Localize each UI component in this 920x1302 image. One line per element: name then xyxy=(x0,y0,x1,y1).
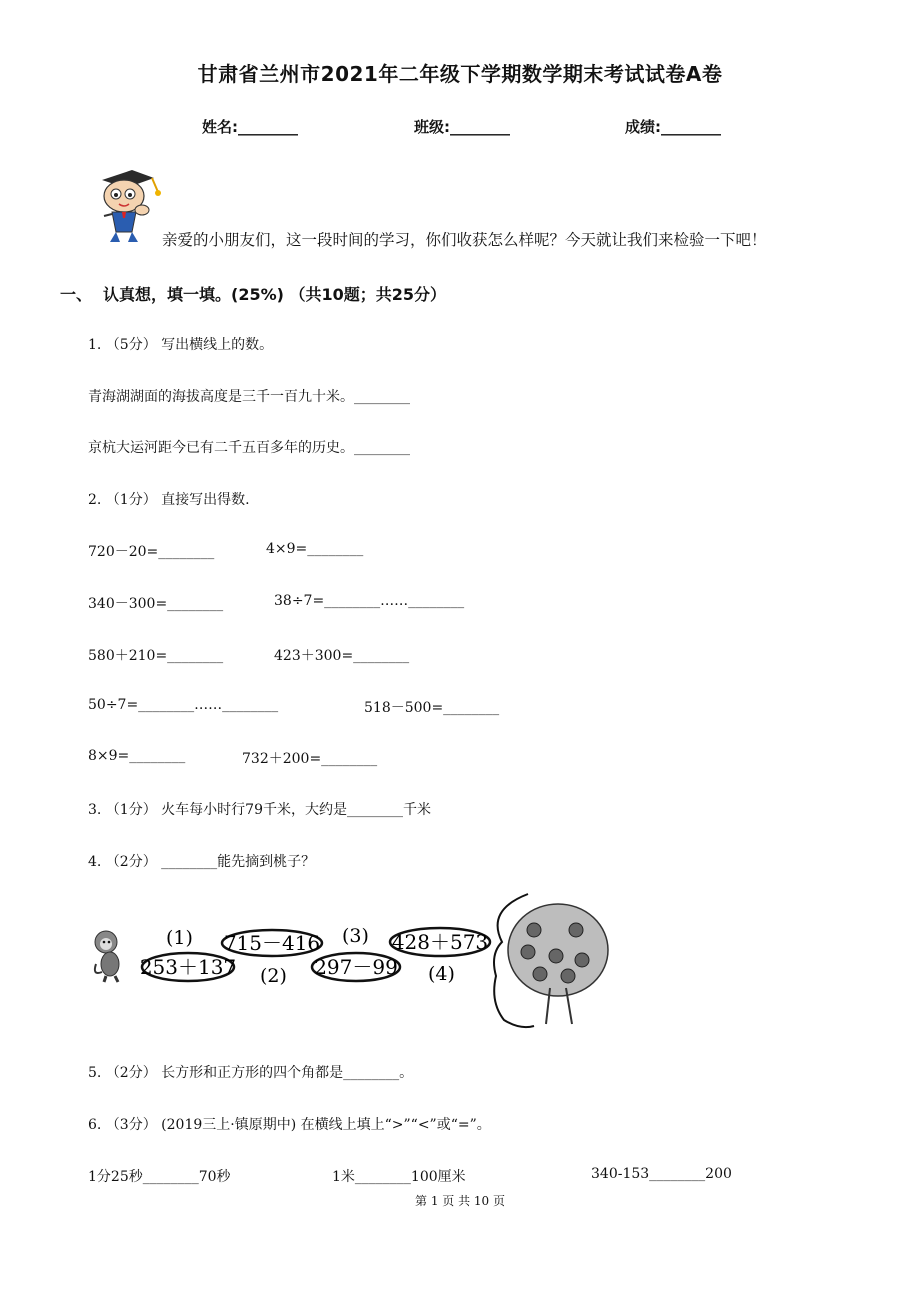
monkey-icon xyxy=(95,931,119,982)
mascot-image xyxy=(92,166,164,246)
greeting-text: 亲爱的小朋友们，这一段时间的学习，你们收获怎么样呢？今天就让我们来检验一下吧！ xyxy=(162,231,767,249)
q1-line-2: 京杭大运河距今已有二千五百多年的历史。________ xyxy=(88,440,410,456)
q2-item: 518－500=________ xyxy=(364,700,500,716)
q4-text: 4. （2分） ________能先摘到桃子？ xyxy=(88,854,316,870)
q3-text: 3. （1分） 火车每小时行79千米，大约是________千米 xyxy=(88,802,431,818)
q2-item: 4×9=________ xyxy=(266,541,364,557)
q2-item: 8×9=________ xyxy=(88,748,186,764)
q4-figure xyxy=(88,892,618,1032)
expression-4: 428＋573 xyxy=(391,930,489,954)
page-title: 甘肃省兰州市2021年二年级下学期数学期末考试试卷A卷 xyxy=(197,62,723,86)
route-label-2: (2) xyxy=(260,965,287,987)
page-footer: 第 1 页 共 10 页 xyxy=(415,1194,505,1208)
class-field: 班级:________ xyxy=(414,118,510,136)
q1-line-1: 青海湖湖面的海拔高度是三千一百九十米。________ xyxy=(88,389,410,405)
q6-text: 6. （3分） (2019三上·镇原期中) 在横线上填上“>”“<”或“=”。 xyxy=(88,1117,491,1133)
expression-1: 253＋137 xyxy=(139,955,237,979)
q2-item: 38÷7=________……________ xyxy=(274,593,465,609)
score-field: 成绩:________ xyxy=(625,118,721,136)
q5-text: 5. （2分） 长方形和正方形的四个角都是________。 xyxy=(88,1065,414,1081)
q1-heading: 1. （5分） 写出横线上的数。 xyxy=(88,337,274,353)
expression-2: 715－416 xyxy=(223,931,321,955)
q2-item: 423＋300=________ xyxy=(274,648,410,664)
q2-item: 50÷7=________……________ xyxy=(88,697,279,713)
route-label-1: (1) xyxy=(166,927,193,949)
q2-item: 720－20=________ xyxy=(88,544,215,560)
expression-3: 297－99 xyxy=(314,955,398,979)
q2-item: 732＋200=________ xyxy=(242,751,378,767)
q2-item: 340－300=________ xyxy=(88,596,224,612)
peach-tree-icon xyxy=(508,904,608,1024)
q6-item: 1分25秒________70秒 xyxy=(88,1169,231,1185)
section-number: 一、 xyxy=(60,285,93,304)
q6-item: 340-153________200 xyxy=(591,1166,732,1182)
route-label-3: (3) xyxy=(342,925,369,947)
section-title: 认真想，填一填。(25%) （共10题；共25分） xyxy=(103,285,447,304)
q2-item: 580＋210=________ xyxy=(88,648,224,664)
route-label-4: (4) xyxy=(428,963,455,985)
q6-item: 1米________100厘米 xyxy=(332,1169,466,1185)
q2-heading: 2. （1分） 直接写出得数. xyxy=(88,492,250,508)
name-field: 姓名:________ xyxy=(202,118,298,136)
